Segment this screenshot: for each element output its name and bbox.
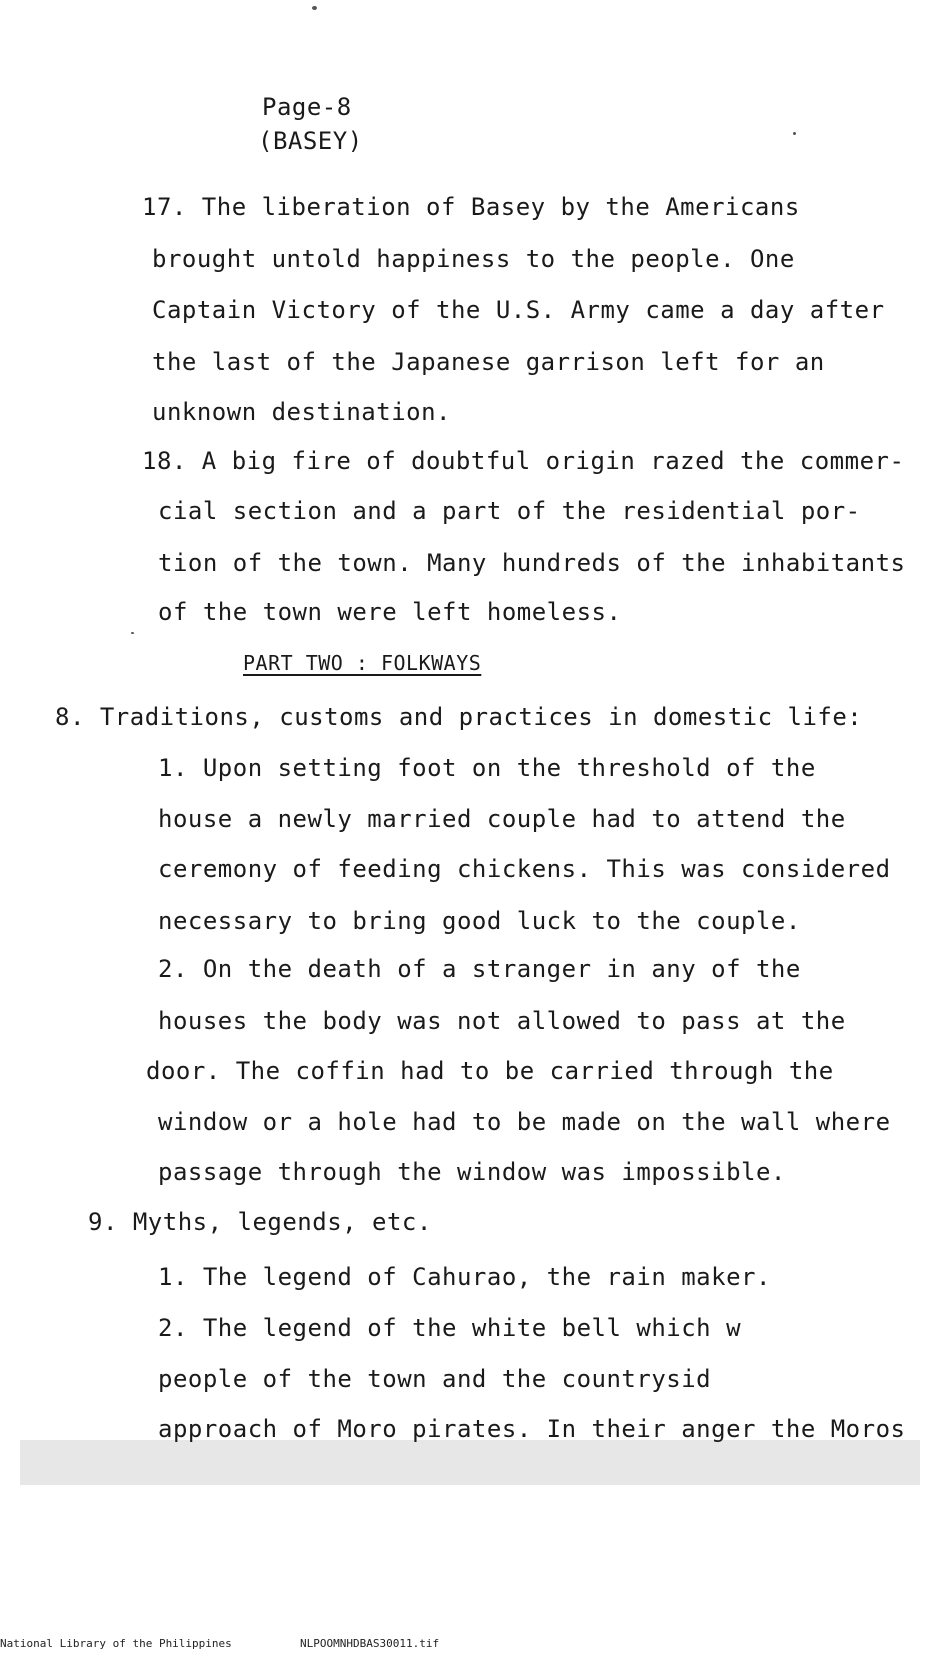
section-8-title: 8. Traditions, customs and practices in domestic life: <box>55 703 863 731</box>
item-17-line-2: brought untold happiness to the people. One <box>152 245 795 273</box>
scan-speck <box>793 132 796 135</box>
part-two-heading: PART TWO : FOLKWAYS <box>243 651 482 675</box>
item-18-line-1: 18. A big fire of doubtful origin razed the commer- <box>142 447 905 475</box>
footer-file-id: NLPOOMNHDBAS30011.tif <box>300 1637 440 1650</box>
section-8-item-2-line-4: window or a hole had to be made on the wall where <box>158 1108 891 1136</box>
section-9-item-1: 1. The legend of Cahurao, the rain maker. <box>158 1263 771 1291</box>
section-9-item-2-line-1: 2. The legend of the white bell which w <box>158 1314 742 1342</box>
page-number: Page-8 <box>262 93 352 121</box>
scan-speck <box>312 6 317 10</box>
item-17-line-1: 17. The liberation of Basey by the Americans <box>142 193 800 221</box>
item-18-line-4: of the town were left homeless. <box>158 598 622 626</box>
footer-library: National Library of the Philippines <box>0 1637 232 1650</box>
section-8-item-1-line-1: 1. Upon setting foot on the threshold of the <box>158 754 816 782</box>
scan-speck <box>131 632 134 634</box>
scan-smudge <box>20 1440 920 1485</box>
section-9-item-2-line-3: approach of Moro pirates. In their anger the Moros <box>158 1415 906 1443</box>
section-8-item-2-line-1: 2. On the death of a stranger in any of the <box>158 955 801 983</box>
section-8-item-2-line-5: passage through the window was impossible. <box>158 1158 786 1186</box>
item-17-line-4: the last of the Japanese garrison left for an <box>152 348 825 376</box>
section-8-item-1-line-3: ceremony of feeding chickens. This was considered <box>158 855 891 883</box>
section-9-item-2-line-2: people of the town and the countrysid <box>158 1365 712 1393</box>
section-8-item-2-line-3: door. The coffin had to be carried through the <box>146 1057 834 1085</box>
item-17-line-3: Captain Victory of the U.S. Army came a day after <box>152 296 885 324</box>
section-9-title: 9. Myths, legends, etc. <box>88 1208 432 1236</box>
section-8-item-1-line-4: necessary to bring good luck to the couple. <box>158 907 801 935</box>
item-17-line-5: unknown destination. <box>152 398 451 426</box>
section-8-item-1-line-2: house a newly married couple had to attend the <box>158 805 846 833</box>
item-18-line-3: tion of the town. Many hundreds of the inhabitants <box>158 549 906 577</box>
town-label: (BASEY) <box>258 127 363 155</box>
section-8-item-2-line-2: houses the body was not allowed to pass at the <box>158 1007 846 1035</box>
item-18-line-2: cial section and a part of the residential por- <box>158 497 861 525</box>
